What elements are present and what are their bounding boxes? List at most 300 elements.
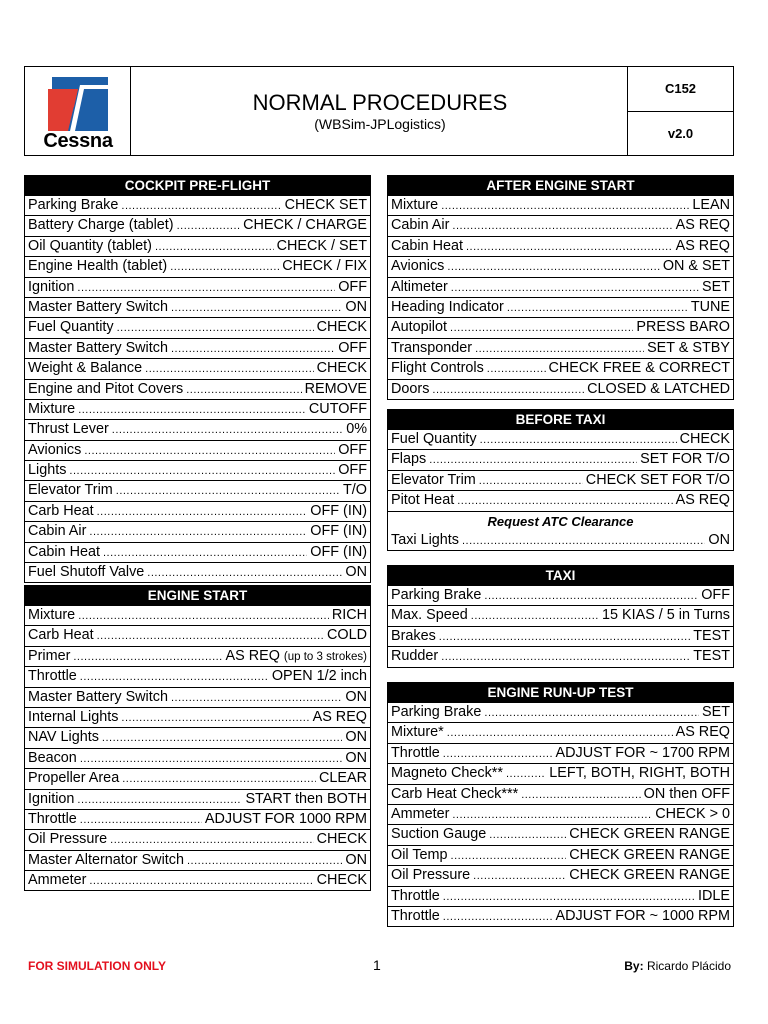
checklist-value — [640, 450, 730, 469]
leader-dots — [443, 745, 553, 763]
checklist-value — [277, 237, 367, 256]
leader-dots — [521, 786, 640, 804]
checklist-value — [569, 866, 730, 885]
checklist-value — [310, 543, 367, 562]
leader-dots — [84, 442, 335, 460]
checklist-row — [25, 542, 370, 562]
checklist-item: Pitot Heat — [391, 492, 455, 509]
leader-dots — [117, 319, 314, 337]
checklist-row — [25, 358, 370, 378]
checklist-value — [569, 825, 730, 844]
checklist-value — [309, 400, 367, 419]
checklist-row — [25, 789, 370, 809]
checklist-item: Ammeter — [391, 805, 450, 822]
leader-dots — [479, 472, 583, 490]
checklist-item: Altimeter — [391, 278, 448, 295]
checklist-row — [388, 702, 733, 722]
section-title: TAXI — [388, 566, 733, 585]
checklist-row — [388, 845, 733, 865]
checklist-value — [655, 805, 730, 824]
checklist-value-text: OFF — [338, 339, 367, 356]
atc-clearance-note: Request ATC Clearance — [388, 511, 733, 531]
author-credit — [624, 959, 731, 973]
checklist-value-text: CHECK SET — [284, 197, 367, 213]
checklist-row — [25, 562, 370, 582]
leader-dots — [186, 381, 301, 399]
checklist-value-text: 15 KIAS / 5 in Turns — [602, 607, 730, 624]
checklist-row — [388, 256, 733, 276]
checklist-value-text: AS REQ — [675, 237, 730, 254]
author-name: Ricardo Plácido — [646, 959, 731, 973]
checklist-row — [25, 646, 370, 666]
checklist-value-text: AS REQ — [312, 708, 367, 725]
checklist-row — [388, 743, 733, 763]
checklist-row — [25, 870, 370, 890]
checklist-item: Heading Indicator — [391, 298, 504, 315]
checklist-item: Fuel Shutoff Valve — [28, 564, 145, 581]
checklist-row — [388, 824, 733, 844]
aircraft-model: C152 — [628, 67, 733, 112]
section-cockpit-preflight — [24, 175, 371, 583]
checklist-row — [388, 605, 733, 625]
leader-dots — [447, 258, 660, 276]
logo-text: Cessna — [43, 130, 113, 152]
leader-dots — [103, 544, 307, 562]
checklist-value — [319, 769, 367, 788]
checklist-value-text: ON — [345, 298, 367, 315]
leader-dots — [97, 627, 324, 645]
leader-dots — [171, 689, 342, 707]
checklist-item: Cabin Air — [28, 523, 87, 540]
checklist-row — [25, 850, 370, 870]
checklist-value — [676, 491, 730, 510]
checklist-value-text: TEST — [693, 648, 730, 665]
leader-dots — [171, 299, 342, 317]
checklist-value — [285, 196, 367, 215]
checklist-row — [388, 338, 733, 358]
checklist-value — [663, 257, 730, 276]
checklist-value-text: ON & SET — [662, 258, 730, 275]
checklist-item: Transponder — [391, 339, 473, 356]
checklist-value — [647, 339, 730, 358]
checklist-value-text: T/O — [343, 482, 367, 499]
checklist-value — [345, 298, 367, 317]
checklist-row — [25, 748, 370, 768]
checklist-value-text: ON — [345, 729, 367, 746]
checklist-value — [313, 708, 367, 727]
checklist-value-text: SET FOR T/O — [640, 451, 730, 468]
leader-dots — [110, 831, 313, 849]
checklist-value — [205, 810, 367, 829]
checklist-item: Parking Brake — [28, 197, 119, 213]
checklist-item: Mixture — [391, 197, 439, 213]
leader-dots — [441, 197, 689, 215]
checklist-item: Throttle — [28, 810, 77, 827]
checklist-value — [338, 461, 367, 480]
leader-dots — [69, 462, 335, 480]
checklist-value — [345, 851, 367, 870]
leader-dots — [171, 340, 335, 358]
checklist-item: Carb Heat Check*** — [391, 785, 519, 802]
checklist-value-text: OFF (IN) — [310, 543, 367, 560]
checklist-row — [388, 646, 733, 666]
checklist-value — [305, 380, 367, 399]
leader-dots — [441, 648, 690, 666]
checklist-item: Mixture — [28, 400, 76, 417]
checklist-item: Cabin Air — [391, 217, 450, 234]
leader-dots — [78, 401, 306, 419]
leader-dots — [77, 279, 335, 297]
checklist-value-text: CHECK GREEN RANGE — [569, 826, 730, 843]
checklist-row — [388, 297, 733, 317]
checklist-value — [708, 531, 730, 550]
checklist-item: Throttle — [391, 887, 440, 904]
leader-dots — [97, 503, 308, 521]
checklist-item: Fuel Quantity — [28, 319, 114, 336]
checklist-value — [310, 522, 367, 541]
checklist-value-text: CHECK / SET — [276, 237, 367, 254]
leader-dots — [451, 279, 699, 297]
checklist-value-text: TEST — [693, 627, 730, 644]
checklist-value — [332, 606, 367, 625]
checklist-value-text: COLD — [327, 627, 367, 644]
checklist-item: Ammeter — [28, 872, 87, 889]
leader-dots — [73, 648, 222, 666]
leader-dots — [77, 791, 242, 809]
checklist-value-text: 0% — [346, 421, 367, 438]
checklist-value — [556, 744, 730, 763]
checklist-item: Oil Pressure — [391, 867, 471, 884]
checklist-item: Oil Pressure — [28, 831, 108, 848]
checklist-value-text: AS REQ — [675, 217, 730, 234]
checklist-value — [327, 626, 367, 645]
section-title: ENGINE START — [25, 586, 370, 605]
checklist-value — [698, 887, 730, 906]
leader-dots — [473, 867, 566, 885]
checklist-value — [602, 606, 730, 625]
leader-dots — [452, 806, 652, 824]
leader-dots — [116, 482, 340, 500]
checklist-row — [388, 886, 733, 906]
leader-dots — [443, 888, 695, 906]
checklist-item: Engine Health (tablet) — [28, 258, 168, 275]
checklist-row — [25, 236, 370, 256]
checklist-item: Master Alternator Switch — [28, 851, 184, 868]
checklist-item: Carb Heat — [28, 627, 94, 644]
checklist-row — [25, 768, 370, 788]
leader-dots — [450, 319, 633, 337]
leader-dots — [489, 826, 566, 844]
checklist-value — [549, 359, 731, 378]
checklist-row — [25, 338, 370, 358]
checklist-row — [25, 605, 370, 625]
checklist-value-text: SET — [702, 278, 730, 295]
title-area — [131, 67, 629, 155]
checklist-row — [25, 277, 370, 297]
checklist-item: Elevator Trim — [28, 482, 113, 499]
section-title: COCKPIT PRE-FLIGHT — [25, 176, 370, 195]
leader-dots — [89, 523, 307, 541]
checklist-value-text: START then BOTH — [245, 790, 367, 807]
checklist-row — [388, 531, 733, 550]
checklist-row — [388, 277, 733, 297]
checklist-value — [702, 703, 730, 722]
checklist-value-text: ON — [345, 688, 367, 705]
leader-dots — [122, 770, 316, 788]
leader-dots — [471, 607, 599, 625]
checklist-value — [317, 830, 367, 849]
checklist-value — [676, 723, 730, 742]
checklist-value-text: CHECK — [316, 319, 367, 336]
checklist-value — [317, 359, 367, 378]
checklist-item: NAV Lights — [28, 729, 99, 746]
checklist-value — [343, 481, 367, 500]
checklist-value — [338, 278, 367, 297]
leader-dots — [484, 704, 699, 722]
checklist-item: Battery Charge (tablet) — [28, 217, 174, 234]
checklist-value-text: ON — [345, 749, 367, 766]
checklist-value-text: LEFT, BOTH, RIGHT, BOTH — [549, 765, 730, 782]
checklist-value — [317, 318, 367, 337]
checklist-row — [25, 521, 370, 541]
checklist-value — [338, 339, 367, 358]
checklist-value — [317, 871, 367, 890]
checklist-item: Propeller Area — [28, 770, 120, 787]
checklist-value-text: SET — [702, 704, 730, 720]
checklist-value-text: RICH — [331, 607, 367, 623]
checklist-value-text: CHECK FREE & CORRECT — [548, 360, 730, 377]
checklist-item: Weight & Balance — [28, 360, 143, 377]
checklist-item: Elevator Trim — [391, 471, 476, 488]
checklist-item: Carb Heat — [28, 502, 94, 519]
leader-dots — [170, 258, 279, 276]
checklist-item: Throttle — [391, 907, 440, 924]
checklist-item: Max. Speed — [391, 607, 468, 624]
checklist-value-text: OFF — [338, 462, 367, 479]
checklist-item: Oil Quantity (tablet) — [28, 237, 152, 254]
by-label: By: — [624, 959, 644, 973]
checklist-value-text: OFF — [701, 587, 730, 603]
checklist-item: Internal Lights — [28, 708, 119, 725]
checklist-item: Avionics — [28, 441, 82, 458]
checklist-value-text: AS REQ — [225, 647, 280, 664]
checklist-row — [388, 449, 733, 469]
checklist-value — [345, 563, 367, 582]
checklist-value-text: ON — [708, 531, 730, 548]
leader-dots — [80, 668, 269, 686]
leader-dots — [112, 421, 343, 439]
leader-dots — [121, 709, 309, 727]
checklist-row — [388, 470, 733, 490]
checklist-value-text: ADJUST FOR ~ 1700 RPM — [555, 744, 730, 761]
checklist-item: Cabin Heat — [28, 543, 100, 560]
checklist-value — [226, 647, 367, 666]
checklist-row — [25, 666, 370, 686]
leader-dots — [443, 908, 553, 926]
section-title: BEFORE TAXI — [388, 410, 733, 429]
checklist-item: Taxi Lights — [391, 531, 459, 548]
checklist-item: Mixture* — [391, 724, 444, 741]
checklist-value — [693, 647, 730, 666]
checklist-item: Lights — [28, 462, 67, 479]
checklist-value-text: ON then OFF — [643, 785, 730, 802]
checklist-value-text: OPEN 1/2 inch — [271, 668, 367, 685]
checklist-row — [25, 399, 370, 419]
checklist-value-text: OFF — [338, 278, 367, 295]
cessna-logo — [25, 67, 131, 155]
checklist-value — [569, 846, 730, 865]
checklist-value-text: REMOVE — [304, 380, 367, 397]
checklist-item: Master Battery Switch — [28, 688, 168, 705]
checklist-value — [692, 196, 730, 215]
leader-dots — [102, 729, 342, 747]
checklist-value-text: AS REQ — [675, 492, 730, 509]
checklist-value — [556, 907, 730, 926]
checklist-row — [388, 865, 733, 885]
checklist-value-text: CHECK — [316, 831, 367, 848]
leader-dots — [462, 532, 705, 550]
checklist-row — [25, 687, 370, 707]
checklist-item: Engine and Pitot Covers — [28, 380, 184, 397]
checklist-row — [388, 195, 733, 215]
checklist-value-text: SET & STBY — [647, 339, 730, 356]
checklist-row — [388, 317, 733, 337]
checklist-row — [388, 429, 733, 449]
checklist-value — [282, 257, 367, 276]
checklist-row — [25, 707, 370, 727]
checklist-row — [25, 625, 370, 645]
leader-dots — [475, 340, 644, 358]
checklist-item: Mixture — [28, 607, 76, 623]
checklist-value — [586, 471, 730, 490]
checklist-row — [25, 829, 370, 849]
checklist-value-note: (up to 3 strokes) — [283, 650, 367, 663]
leader-dots — [177, 217, 240, 235]
checklist-value — [345, 688, 367, 707]
checklist-value-text: CHECK / CHARGE — [243, 217, 367, 234]
leader-dots — [78, 607, 329, 625]
leader-dots — [145, 360, 313, 378]
checklist-item: Rudder — [391, 648, 439, 665]
checklist-item: Parking Brake — [391, 704, 482, 720]
checklist-row — [25, 195, 370, 215]
leader-dots — [155, 238, 274, 256]
checklist-row — [25, 727, 370, 747]
checklist-row — [25, 440, 370, 460]
leader-dots — [487, 360, 546, 378]
checklist-value-text: OFF (IN) — [310, 523, 367, 540]
checklist-row — [388, 784, 733, 804]
checklist-row — [388, 236, 733, 256]
leader-dots — [80, 811, 202, 829]
checklist-item: Autopilot — [391, 319, 448, 336]
checklist-row — [388, 585, 733, 605]
checklist-value — [272, 667, 367, 686]
checklist-value — [636, 318, 730, 337]
cessna-logo-icon — [48, 75, 110, 133]
checklist-item: Primer — [28, 647, 71, 664]
checklist-item: Avionics — [391, 258, 445, 275]
checklist-row — [388, 490, 733, 510]
checklist-value — [346, 420, 367, 439]
checklist-row — [388, 906, 733, 926]
page-subtitle: (WBSim-JPLogistics) — [314, 116, 446, 132]
checklist-value-text: CUTOFF — [308, 400, 367, 417]
checklist-row — [25, 256, 370, 276]
leader-dots — [452, 217, 672, 235]
checklist-value — [345, 749, 367, 768]
checklist-value-text: CHECK — [316, 872, 367, 889]
checklist-item: Doors — [391, 380, 430, 397]
checklist-value-text: CHECK GREEN RANGE — [569, 867, 730, 884]
doc-version: v2.0 — [667, 126, 694, 141]
checklist-item: Suction Gauge — [391, 826, 487, 843]
checklist-row — [25, 480, 370, 500]
checklist-value-text: LEAN — [692, 197, 730, 213]
checklist-value — [644, 785, 730, 804]
checklist-value — [245, 790, 367, 809]
checklist-item: Ignition — [28, 278, 75, 295]
checklist-value-text: CHECK — [679, 431, 730, 447]
leader-dots — [507, 299, 688, 317]
checklist-item: Parking Brake — [391, 587, 482, 603]
checklist-row — [25, 501, 370, 521]
leader-dots — [432, 381, 584, 399]
checklist-value-text: CHECK / FIX — [282, 258, 367, 275]
checklist-value-text: CLEAR — [319, 770, 367, 787]
checklist-row — [388, 358, 733, 378]
checklist-row — [388, 626, 733, 646]
section-engine-runup — [387, 682, 734, 927]
checklist-item: Beacon — [28, 749, 77, 766]
checklist-value-text: AS REQ — [675, 724, 730, 741]
checklist-value-text: ADJUST FOR 1000 RPM — [204, 810, 367, 827]
section-title: ENGINE RUN-UP TEST — [388, 683, 733, 702]
checklist-row — [25, 297, 370, 317]
checklist-row — [25, 317, 370, 337]
leader-dots — [121, 197, 281, 215]
section-engine-start — [24, 585, 371, 891]
checklist-value-text: CHECK GREEN RANGE — [569, 846, 730, 863]
checklist-value-text: ON — [345, 851, 367, 868]
leader-dots — [80, 750, 343, 768]
checklist-value-text: PRESS BARO — [636, 319, 730, 336]
checklist-value-text: CLOSED & LATCHED — [587, 380, 730, 397]
checklist-value-text: OFF (IN) — [310, 502, 367, 519]
checklist-item: Ignition — [28, 790, 75, 807]
checklist-value-text: TUNE — [690, 298, 730, 315]
checklist-item: Magneto Check** — [391, 765, 503, 782]
checklist-row — [388, 215, 733, 235]
leader-dots — [439, 628, 690, 646]
checklist-row — [388, 804, 733, 824]
checklist-value-text: ADJUST FOR ~ 1000 RPM — [555, 907, 730, 924]
checklist-item: Brakes — [391, 627, 436, 644]
leader-dots — [466, 238, 673, 256]
page-title: NORMAL PROCEDURES — [252, 90, 508, 115]
page-number: 1 — [373, 957, 381, 973]
simulation-disclaimer: FOR SIMULATION ONLY — [28, 959, 166, 973]
checklist-value — [310, 502, 367, 521]
leader-dots — [429, 451, 637, 469]
checklist-value — [691, 298, 730, 317]
checklist-value-text: OFF — [338, 441, 367, 458]
checklist-row — [25, 419, 370, 439]
checklist-value — [701, 586, 730, 605]
checklist-value — [345, 728, 367, 747]
checklist-value-text: CHECK > 0 — [655, 805, 730, 822]
section-after-engine-start — [387, 175, 734, 400]
